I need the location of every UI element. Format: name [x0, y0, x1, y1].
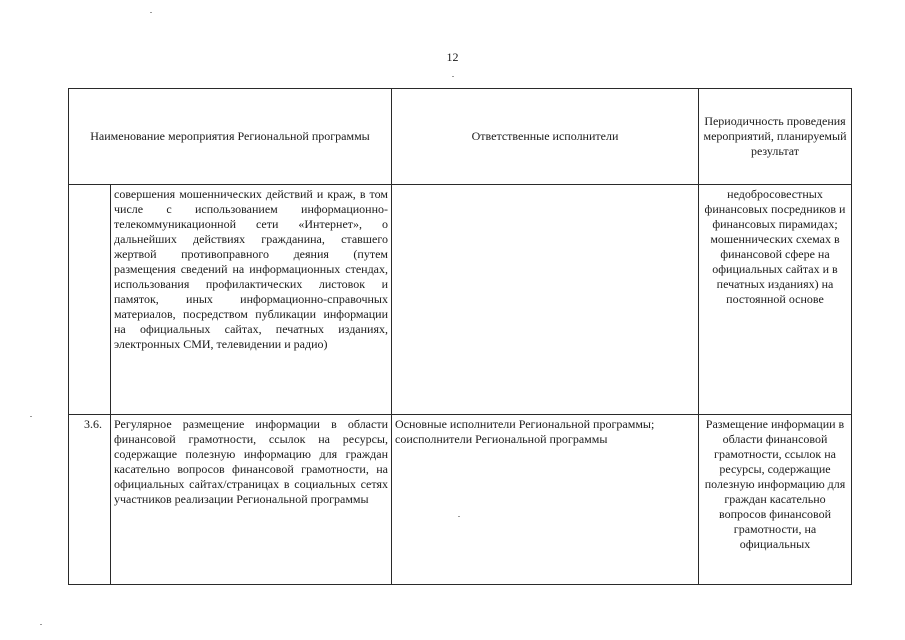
- scan-speck: [458, 516, 460, 517]
- scan-speck: [30, 416, 32, 417]
- row-periodicity-cell: [699, 415, 852, 585]
- header-responsible: [392, 89, 699, 185]
- scan-speck: [452, 76, 454, 77]
- program-table: [68, 88, 852, 585]
- row-responsible-cell: [392, 185, 699, 415]
- row-number-cell: [69, 185, 111, 415]
- row-number: [69, 185, 110, 187]
- scan-speck: [150, 12, 152, 13]
- header-periodicity-text: Периодичность проведения мероприятий, планируемый результат: [703, 114, 847, 158]
- header-periodicity: [699, 89, 852, 185]
- row-number-cell: [69, 415, 111, 585]
- scan-speck: [40, 624, 42, 625]
- table-row: [69, 415, 852, 585]
- row-event-name-cell: [111, 415, 392, 585]
- row-event-name: совершения мошеннических действий и краж, в том числе с использованием информационно-телекоммуникационной сети «Интернет», о дальнейших действиях гражданина, ставшего жертвой противоправного деяния (путем размещения сведений на информационных стендах, использования профилактических листовок и памяток, иных информационно-справочных материалов, посредством публикации информации на официальных сайтах, печатных изданиях, электронных СМИ, телевидении и радио): [114, 187, 388, 351]
- row-event-name-cell: [111, 185, 392, 415]
- row-responsible: [392, 185, 698, 187]
- page-number: 12: [446, 50, 459, 64]
- row-responsible: Основные исполнители Региональной программы; соисполнители Региональной программы: [395, 417, 655, 446]
- row-responsible-cell: [392, 415, 699, 585]
- table-row: [69, 185, 852, 415]
- row-periodicity-cell: [699, 185, 852, 415]
- row-number: 3.6.: [84, 417, 102, 431]
- table-header-row: [69, 89, 852, 185]
- row-periodicity: Размещение информации в области финансовой грамотности, ссылок на ресурсы, содержащие полезную информацию для граждан касательно вопросов финансовой грамотности, на официальных: [704, 417, 846, 551]
- header-event-name: [69, 89, 392, 185]
- row-periodicity: недобросовестных финансовых посредников и финансовых пирамидах; мошеннических схемах в финансовой сфере на официальных сайтах и в печатных изданиях) на постоянной основе: [704, 187, 846, 306]
- header-event-name-text: Наименование мероприятия Региональной программы: [90, 129, 370, 143]
- row-event-name: Регулярное размещение информации в области финансовой грамотности, ссылок на ресурсы, содержащие полезную информацию для граждан касательно вопросов финансовой грамотности, на официальных сайтах/страницах в социальных сетях участников реализации Региональной программы: [114, 417, 388, 506]
- header-responsible-text: Ответственные исполнители: [471, 129, 619, 143]
